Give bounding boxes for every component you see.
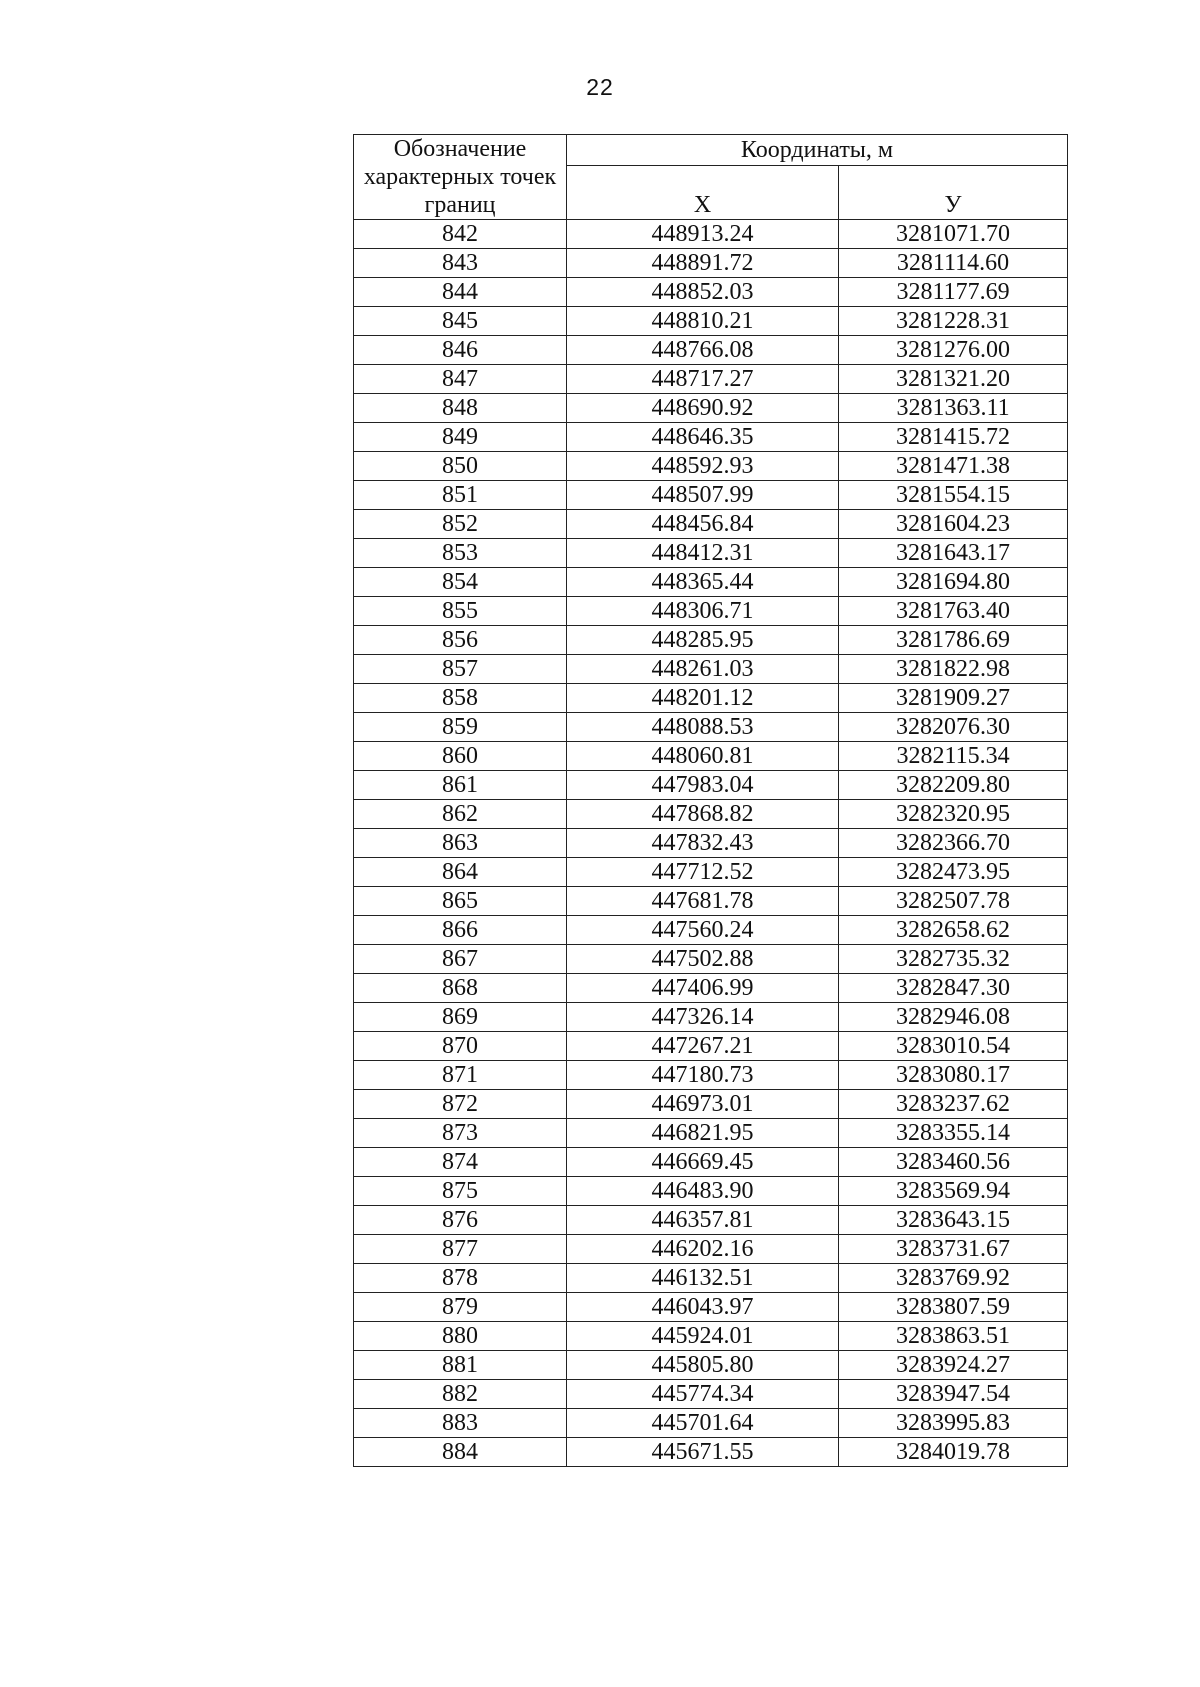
y-cell: 3283769.92 [839,1264,1068,1293]
point-cell: 884 [354,1438,567,1467]
y-cell: 3281554.15 [839,481,1068,510]
point-cell: 856 [354,626,567,655]
point-cell: 848 [354,394,567,423]
x-cell: 448285.95 [567,626,839,655]
y-cell: 3281276.00 [839,336,1068,365]
point-cell: 880 [354,1322,567,1351]
point-cell: 869 [354,1003,567,1032]
table-row [354,510,1068,539]
point-cell: 865 [354,887,567,916]
x-cell: 448507.99 [567,481,839,510]
table-row [354,1003,1068,1032]
x-cell: 445924.01 [567,1322,839,1351]
table-header [354,135,1068,220]
y-cell: 3281321.20 [839,365,1068,394]
point-cell: 881 [354,1351,567,1380]
table-row [354,1119,1068,1148]
table-row [354,1293,1068,1322]
table-row [354,1177,1068,1206]
table-row [354,1351,1068,1380]
x-cell: 448088.53 [567,713,839,742]
y-cell: 3282946.08 [839,1003,1068,1032]
x-cell: 447560.24 [567,916,839,945]
table-row [354,597,1068,626]
table-row [354,1235,1068,1264]
y-cell: 3281114.60 [839,249,1068,278]
x-cell: 447832.43 [567,829,839,858]
table-row [354,365,1068,394]
table-row [354,771,1068,800]
y-cell: 3282320.95 [839,800,1068,829]
table-row [354,829,1068,858]
y-cell: 3281415.72 [839,423,1068,452]
table-row [354,423,1068,452]
point-cell: 868 [354,974,567,1003]
point-cell: 851 [354,481,567,510]
x-cell: 445671.55 [567,1438,839,1467]
table-body [354,220,1068,1467]
y-cell: 3283807.59 [839,1293,1068,1322]
x-cell: 446043.97 [567,1293,839,1322]
point-cell: 874 [354,1148,567,1177]
point-cell: 857 [354,655,567,684]
y-cell: 3282658.62 [839,916,1068,945]
point-cell: 849 [354,423,567,452]
y-cell: 3283995.83 [839,1409,1068,1438]
table-row [354,1264,1068,1293]
table-row [354,1380,1068,1409]
y-cell: 3282209.80 [839,771,1068,800]
table-row [354,539,1068,568]
x-cell: 447502.88 [567,945,839,974]
y-cell: 3282847.30 [839,974,1068,1003]
table-row [354,481,1068,510]
point-cell: 847 [354,365,567,394]
x-cell: 448891.72 [567,249,839,278]
x-cell: 445805.80 [567,1351,839,1380]
point-cell: 842 [354,220,567,249]
x-cell: 447868.82 [567,800,839,829]
point-cell: 845 [354,307,567,336]
x-cell: 447406.99 [567,974,839,1003]
x-cell: 448766.08 [567,336,839,365]
y-cell: 3281822.98 [839,655,1068,684]
point-cell: 855 [354,597,567,626]
point-cell: 846 [354,336,567,365]
x-cell: 446202.16 [567,1235,839,1264]
x-cell: 447681.78 [567,887,839,916]
y-cell: 3281177.69 [839,278,1068,307]
x-cell: 446821.95 [567,1119,839,1148]
table-row [354,974,1068,1003]
point-cell: 870 [354,1032,567,1061]
table-row [354,916,1068,945]
point-cell: 858 [354,684,567,713]
y-cell: 3283460.56 [839,1148,1068,1177]
y-cell: 3281763.40 [839,597,1068,626]
table-row [354,1061,1068,1090]
point-cell: 843 [354,249,567,278]
x-cell: 448365.44 [567,568,839,597]
x-cell: 446132.51 [567,1264,839,1293]
x-cell: 448456.84 [567,510,839,539]
x-cell: 447326.14 [567,1003,839,1032]
table-row [354,655,1068,684]
y-cell: 3281643.17 [839,539,1068,568]
table-row [354,1148,1068,1177]
table-row [354,1438,1068,1467]
x-cell: 447983.04 [567,771,839,800]
y-cell: 3283237.62 [839,1090,1068,1119]
header-coordinates: Координаты, м [567,135,1068,166]
point-cell: 877 [354,1235,567,1264]
y-cell: 3283731.67 [839,1235,1068,1264]
point-cell: 844 [354,278,567,307]
x-cell: 448261.03 [567,655,839,684]
table-row [354,1090,1068,1119]
y-cell: 3281363.11 [839,394,1068,423]
table-row [354,1032,1068,1061]
y-cell: 3281471.38 [839,452,1068,481]
point-cell: 864 [354,858,567,887]
table-row [354,394,1068,423]
y-cell: 3283569.94 [839,1177,1068,1206]
y-cell: 3281071.70 [839,220,1068,249]
point-cell: 853 [354,539,567,568]
point-cell: 872 [354,1090,567,1119]
y-cell: 3282366.70 [839,829,1068,858]
point-cell: 861 [354,771,567,800]
x-cell: 446483.90 [567,1177,839,1206]
point-cell: 883 [354,1409,567,1438]
x-cell: 447267.21 [567,1032,839,1061]
y-cell: 3281909.27 [839,684,1068,713]
y-cell: 3282507.78 [839,887,1068,916]
table-row [354,1206,1068,1235]
table-row [354,568,1068,597]
x-cell: 448852.03 [567,278,839,307]
y-cell: 3284019.78 [839,1438,1068,1467]
table-row [354,945,1068,974]
page-number: 22 [586,74,614,100]
y-cell: 3283080.17 [839,1061,1068,1090]
point-cell: 859 [354,713,567,742]
y-cell: 3281786.69 [839,626,1068,655]
point-cell: 866 [354,916,567,945]
x-cell: 446973.01 [567,1090,839,1119]
coordinates-table [353,134,1068,1467]
x-cell: 448060.81 [567,742,839,771]
point-cell: 871 [354,1061,567,1090]
y-cell: 3283643.15 [839,1206,1068,1235]
point-cell: 854 [354,568,567,597]
point-cell: 878 [354,1264,567,1293]
x-cell: 447712.52 [567,858,839,887]
table-row [354,220,1068,249]
x-cell: 445774.34 [567,1380,839,1409]
x-cell: 448306.71 [567,597,839,626]
y-cell: 3283947.54 [839,1380,1068,1409]
y-cell: 3283355.14 [839,1119,1068,1148]
point-cell: 876 [354,1206,567,1235]
x-cell: 448592.93 [567,452,839,481]
y-cell: 3282735.32 [839,945,1068,974]
x-cell: 448201.12 [567,684,839,713]
table-row [354,249,1068,278]
table-row [354,1409,1068,1438]
point-cell: 860 [354,742,567,771]
y-cell: 3282076.30 [839,713,1068,742]
x-cell: 448717.27 [567,365,839,394]
y-cell: 3281228.31 [839,307,1068,336]
x-cell: 448810.21 [567,307,839,336]
table-row [354,742,1068,771]
y-cell: 3281604.23 [839,510,1068,539]
point-cell: 882 [354,1380,567,1409]
point-cell: 867 [354,945,567,974]
y-cell: 3283010.54 [839,1032,1068,1061]
point-cell: 873 [354,1119,567,1148]
table-row [354,684,1068,713]
point-cell: 852 [354,510,567,539]
table-row [354,336,1068,365]
point-cell: 850 [354,452,567,481]
y-cell: 3282473.95 [839,858,1068,887]
x-cell: 446357.81 [567,1206,839,1235]
x-cell: 447180.73 [567,1061,839,1090]
header-y: У [839,166,1068,220]
header-x: Х [567,166,839,220]
table-row [354,452,1068,481]
header-point-designation: Обозначение характерных точек границ [354,135,567,220]
x-cell: 448646.35 [567,423,839,452]
table-row [354,858,1068,887]
table-row [354,278,1068,307]
table-row [354,626,1068,655]
x-cell: 445701.64 [567,1409,839,1438]
table-row [354,1322,1068,1351]
x-cell: 448412.31 [567,539,839,568]
point-cell: 863 [354,829,567,858]
y-cell: 3283924.27 [839,1351,1068,1380]
table-row [354,307,1068,336]
point-cell: 879 [354,1293,567,1322]
point-cell: 875 [354,1177,567,1206]
point-cell: 862 [354,800,567,829]
x-cell: 448690.92 [567,394,839,423]
table-row [354,800,1068,829]
x-cell: 448913.24 [567,220,839,249]
y-cell: 3281694.80 [839,568,1068,597]
x-cell: 446669.45 [567,1148,839,1177]
y-cell: 3283863.51 [839,1322,1068,1351]
table-row [354,713,1068,742]
table-row [354,887,1068,916]
y-cell: 3282115.34 [839,742,1068,771]
